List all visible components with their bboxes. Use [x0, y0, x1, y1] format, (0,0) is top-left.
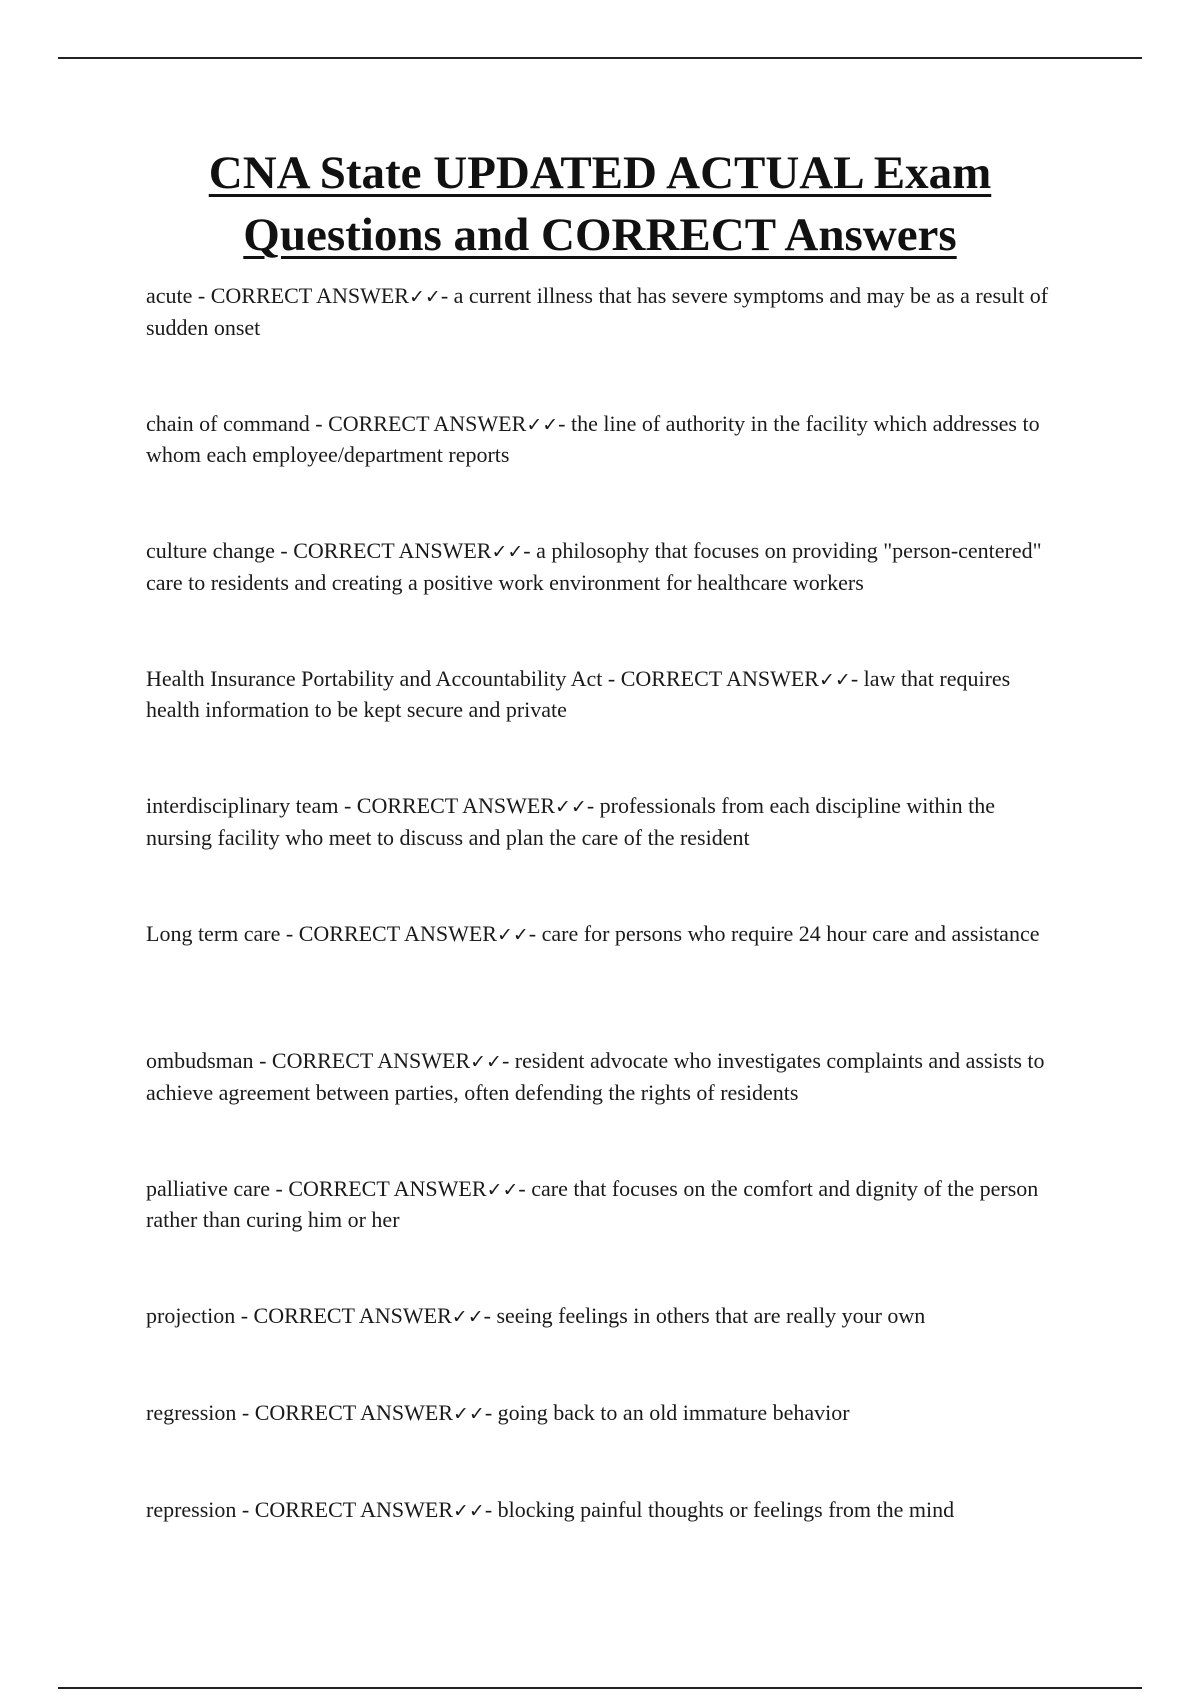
entry-definition: - a philosophy that focuses on providing "person-centered" care to residents and creating a positive work environment for healthcare workers [146, 538, 1042, 595]
bottom-rule [58, 1687, 1142, 1689]
entry-definition: - a current illness that has severe symptoms and may be as a result of sudden onset [146, 283, 1049, 340]
checkmark-icon: ✓✓ [453, 1403, 485, 1425]
entry-term: Long term care [146, 920, 281, 946]
top-rule [58, 57, 1142, 59]
entry-definition: - blocking painful thoughts or feelings from the mind [484, 1497, 955, 1522]
entry-marker: CORRECT ANSWER [288, 1175, 487, 1201]
entry-definition: - professionals from each discipline within the nursing facility who meet to discuss and plan the care of the resident [146, 793, 995, 850]
qa-entry: interdisciplinary team - CORRECT ANSWER✓✓- professionals from each discipline within the nursing facility who meet to discuss and plan the care of the resident [146, 793, 995, 850]
entry-marker: CORRECT ANSWER [254, 1400, 453, 1425]
entry-marker: CORRECT ANSWER [356, 793, 556, 818]
checkmark-icon: ✓✓ [470, 1051, 502, 1073]
qa-entry: repression - CORRECT ANSWER✓✓- blocking painful thoughts or feelings from the mind [146, 1497, 955, 1522]
qa-entry: culture change - CORRECT ANSWER✓✓- a philosophy that focuses on providing "person-centered" care to residents and creating a positive work environment for healthcare workers [146, 538, 1042, 595]
qa-list [146, 281, 1066, 1555]
entry-term: Health Insurance Portability and Accountability Act [146, 665, 603, 691]
entry-term: repression [146, 1497, 237, 1522]
entry-definition: - the line of authority in the facility which addresses to whom each employee/department reports [146, 410, 1040, 467]
entry-marker: CORRECT ANSWER [254, 1497, 453, 1522]
entry-definition: - resident advocate who investigates complaints and assists to achieve agreement between parties, often defending the rights of residents [146, 1048, 1045, 1105]
entry-definition: - seeing feelings in others that are really your own [483, 1303, 926, 1328]
qa-entry: regression - CORRECT ANSWER✓✓- going back to an old immature behavior [146, 1400, 850, 1425]
entry-definition: - care that focuses on the comfort and dignity of the person rather than curing him or her [146, 1175, 1039, 1232]
checkmark-icon: ✓✓ [491, 541, 524, 563]
entry-term: ombudsman [146, 1048, 254, 1073]
checkmark-icon: ✓✓ [526, 413, 559, 436]
entry-marker: CORRECT ANSWER [620, 665, 819, 691]
entry-term: culture change [146, 538, 275, 563]
entry-definition: - care for persons who require 24 hour care and assistance [528, 920, 1040, 946]
qa-entry: Long term care - CORRECT ANSWER✓✓- care for persons who require 24 hour care and assistance [146, 920, 1040, 946]
entry-marker: CORRECT ANSWER [293, 538, 492, 563]
qa-entry: ombudsman - CORRECT ANSWER✓✓- resident advocate who investigates complaints and assists to achieve agreement between parties, often defending the rights of residents [146, 1048, 1045, 1105]
qa-entry: Health Insurance Portability and Accountability Act - CORRECT ANSWER✓✓- law that requires health information to be kept secure and private [146, 665, 1011, 722]
entry-marker: CORRECT ANSWER [298, 920, 497, 946]
checkmark-icon: ✓✓ [451, 1306, 484, 1328]
checkmark-icon: ✓✓ [486, 1178, 519, 1201]
qa-entry: chain of command - CORRECT ANSWER✓✓- the line of authority in the facility which addresses to whom each employee/department reports [146, 410, 1040, 467]
checkmark-icon: ✓✓ [555, 796, 587, 818]
entry-term: acute [146, 283, 193, 308]
entry-term: chain of command [146, 410, 310, 436]
entry-marker: CORRECT ANSWER [253, 1303, 452, 1328]
title-line-2: Questions and CORRECT Answers [243, 209, 957, 261]
qa-entry: projection - CORRECT ANSWER✓✓- seeing feelings in others that are really your own [146, 1303, 926, 1328]
entry-term: projection [146, 1303, 236, 1328]
page-title [0, 142, 1200, 266]
entry-marker: CORRECT ANSWER [210, 283, 409, 308]
entry-term: interdisciplinary team [146, 793, 339, 818]
entry-definition: - law that requires health information to be kept secure and private [146, 665, 1011, 722]
entry-definition: - going back to an old immature behavior [484, 1400, 850, 1425]
checkmark-icon: ✓✓ [408, 286, 441, 308]
qa-entry: acute - CORRECT ANSWER✓✓- a current illness that has severe symptoms and may be as a result of sudden onset [146, 283, 1049, 340]
qa-entry: palliative care - CORRECT ANSWER✓✓- care that focuses on the comfort and dignity of the person rather than curing him or her [146, 1175, 1039, 1232]
checkmark-icon: ✓✓ [496, 923, 529, 946]
entry-marker: CORRECT ANSWER [328, 410, 527, 436]
title-line-1: CNA State UPDATED ACTUAL Exam [208, 147, 992, 199]
checkmark-icon: ✓✓ [453, 1500, 485, 1522]
entry-term: palliative care [146, 1175, 270, 1201]
checkmark-icon: ✓✓ [818, 668, 851, 691]
entry-term: regression [146, 1400, 237, 1425]
entry-marker: CORRECT ANSWER [271, 1048, 471, 1073]
